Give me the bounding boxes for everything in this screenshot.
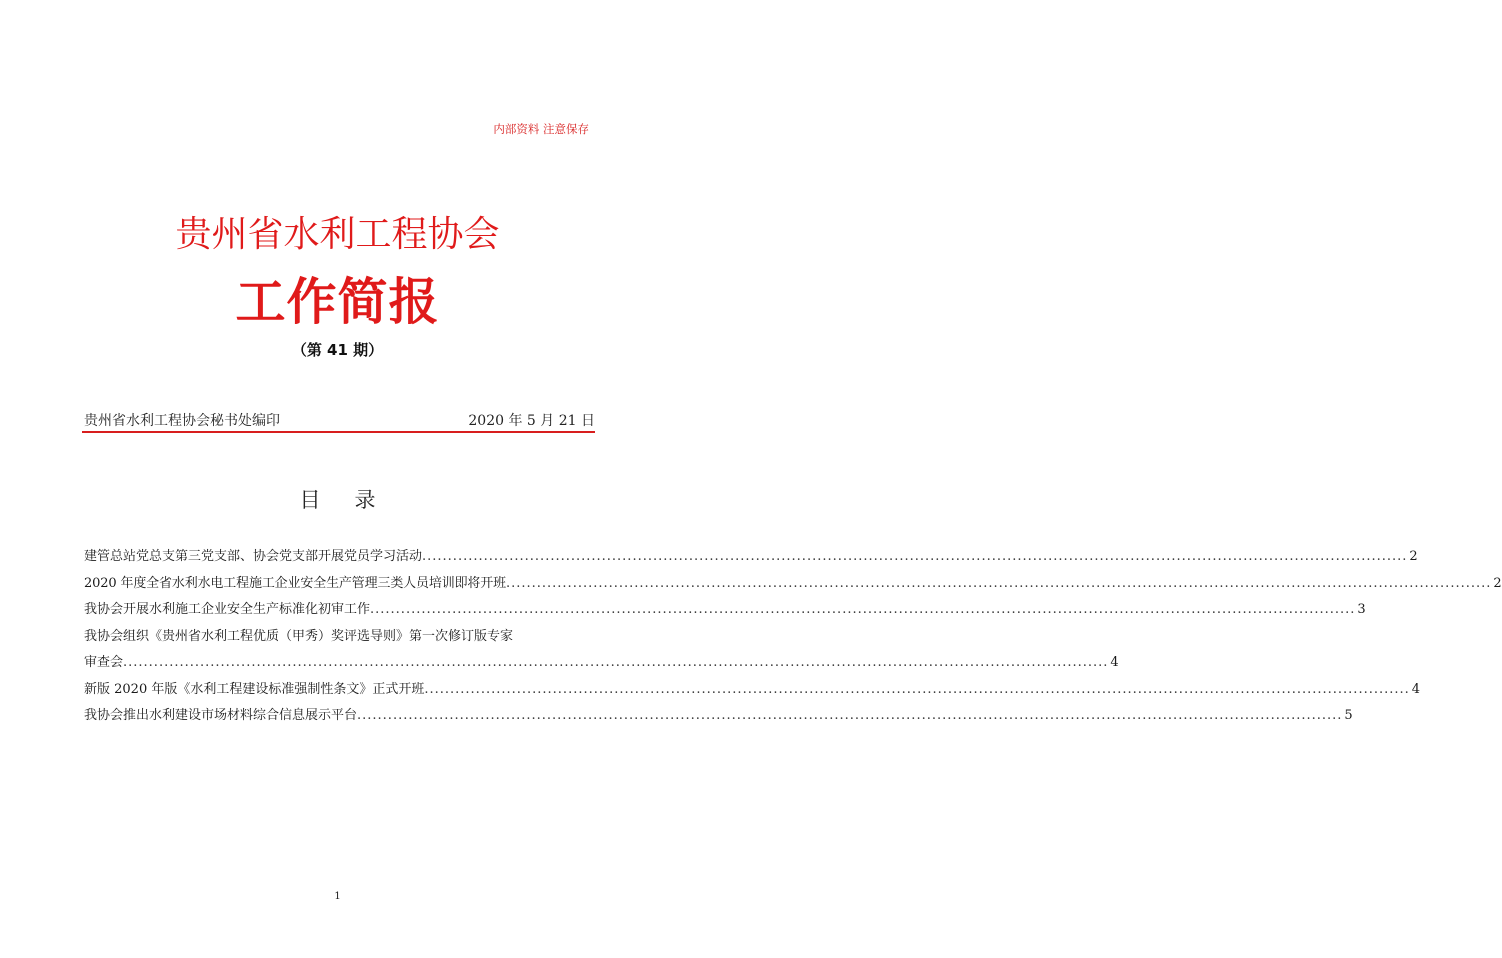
toc-leader-dots bbox=[370, 597, 1355, 624]
toc-entry[interactable] bbox=[84, 544, 1418, 571]
toc-heading: 目录 bbox=[299, 488, 410, 512]
toc-entry[interactable] bbox=[84, 624, 1119, 677]
toc-entry-title: 我协会开展水利施工企业安全生产标准化初审工作 bbox=[84, 602, 371, 617]
header-divider bbox=[82, 431, 595, 433]
toc-entry-page: 2 bbox=[1409, 549, 1418, 564]
toc-entry[interactable] bbox=[84, 597, 1366, 624]
organization-title: 贵州省水利工程协会 bbox=[175, 214, 500, 255]
toc-entry-title: 新版 2020 年版《水利工程建设标准强制性条文》正式开班 bbox=[84, 681, 425, 697]
toc-entry-page: 4 bbox=[1110, 655, 1119, 670]
toc-entry-title: 2020 年度全省水利水电工程施工企业安全生产管理三类人员培训即将开班 bbox=[84, 575, 506, 591]
toc-entry[interactable] bbox=[84, 677, 1421, 704]
issue-number: （第 41 期） bbox=[291, 341, 384, 359]
toc-entry[interactable] bbox=[84, 571, 1502, 598]
publisher-line: 贵州省水利工程协会秘书处编印 bbox=[84, 413, 280, 429]
toc-leader-dots bbox=[506, 571, 1491, 598]
toc-entry-title: 我协会组织《贵州省水利工程优质（甲秀）奖评选导则》第一次修订版专家 bbox=[84, 628, 514, 644]
document-title: 工作简报 bbox=[235, 273, 440, 331]
toc-entry-page: 4 bbox=[1411, 681, 1421, 697]
toc-entry-title-continued: 审查会 bbox=[84, 655, 124, 670]
toc-leader-dots bbox=[123, 650, 1108, 677]
table-of-contents bbox=[84, 544, 1502, 730]
toc-entry-page: 5 bbox=[1344, 708, 1353, 723]
toc-entry-title: 我协会推出水利建设市场材料综合信息展示平台 bbox=[84, 708, 358, 723]
confidential-notice: 内部资料 注意保存 bbox=[493, 122, 589, 136]
page-number: 1 bbox=[334, 891, 341, 902]
toc-entry[interactable] bbox=[84, 703, 1353, 730]
toc-entry-page: 2 bbox=[1493, 575, 1502, 591]
toc-entry-title: 建管总站党总支第三党支部、协会党支部开展党员学习活动 bbox=[84, 549, 423, 564]
toc-leader-dots bbox=[357, 703, 1342, 730]
toc-entry-page: 3 bbox=[1357, 602, 1366, 617]
toc-leader-dots bbox=[422, 544, 1407, 571]
toc-leader-dots bbox=[424, 677, 1409, 704]
publish-date: 2020 年 5 月 21 日 bbox=[468, 413, 595, 429]
